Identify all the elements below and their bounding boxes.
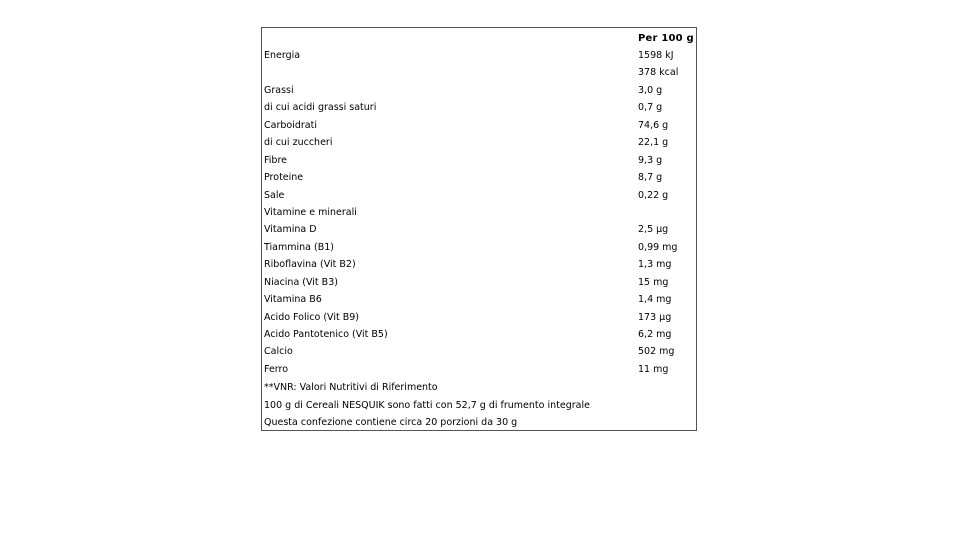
table-row (264, 152, 696, 169)
nutrient-label: Acido Pantotenico (Vit B5) (264, 329, 388, 340)
nutrient-value: 173 µg (638, 311, 672, 323)
table-row (264, 99, 696, 116)
table-row (264, 343, 696, 360)
table-row (264, 274, 696, 291)
footnote-whole-grain: 100 g di Cereali NESQUIK sono fatti con 52,7 g di frumento integrale (264, 399, 590, 411)
table-row (264, 291, 696, 308)
nutrient-label: Carboidrati (264, 119, 317, 131)
nutrient-label: Vitamina B6 (264, 294, 322, 306)
nutrient-label: di cui acidi grassi saturi (264, 102, 377, 114)
nutrient-label: Vitamina D (264, 224, 317, 236)
nutrient-value: 0,99 mg (638, 241, 678, 253)
nutrient-label: Fibre (264, 154, 287, 166)
table-row (264, 117, 696, 134)
nutrition-table (261, 27, 697, 431)
nutrient-label: Riboflavina (Vit B2) (264, 259, 356, 271)
nutrient-value: 3,0 g (638, 84, 663, 96)
footnote-vnr: **VNR: Valori Nutritivi di Riferimento (264, 382, 438, 393)
table-row (264, 47, 696, 64)
nutrient-value: 22,1 g (638, 137, 669, 149)
nutrient-label: di cui zuccheri (264, 137, 333, 149)
nutrient-value: 8,7 g (638, 172, 663, 184)
nutrient-rows (264, 47, 696, 378)
table-row (264, 169, 696, 186)
nutrient-value: 9,3 g (638, 154, 663, 166)
nutrient-label: Sale (264, 189, 285, 201)
nutrient-label: Energia (264, 50, 301, 61)
nutrient-value: 502 mg (638, 346, 675, 358)
nutrient-value: 2,5 µg (638, 224, 669, 236)
footnote-portions: Questa confezione contiene circa 20 porzioni da 30 g (264, 417, 518, 429)
nutrient-value: 1598 kJ (638, 50, 674, 61)
nutrient-label: Calcio (264, 346, 293, 358)
nutrient-label: Ferro (264, 363, 289, 375)
footnotes (264, 379, 696, 432)
nutrient-label: Vitamine e minerali (264, 206, 357, 218)
nutrient-value: 0,22 g (638, 189, 669, 201)
table-row (264, 361, 696, 378)
nutrient-label: Proteine (264, 172, 304, 184)
nutrient-label: Grassi (264, 84, 294, 96)
nutrient-label: Tiammina (B1) (264, 241, 334, 253)
nutrient-value: 11 mg (638, 363, 669, 375)
nutrient-value: 0,7 g (638, 102, 663, 114)
table-row (264, 256, 696, 273)
table-row (264, 309, 696, 326)
table-row (264, 326, 696, 343)
table-row (264, 134, 696, 151)
table-row (264, 82, 696, 99)
nutrient-value: 15 mg (638, 276, 669, 288)
nutrient-value: 1,3 mg (638, 259, 672, 271)
table-row (264, 64, 696, 81)
table-row (264, 204, 696, 221)
nutrient-label: Acido Folico (Vit B9) (264, 311, 359, 323)
table-row (264, 187, 696, 204)
table-row (264, 221, 696, 238)
nutrient-label: Niacina (Vit B3) (264, 276, 338, 288)
column-header-per-100g: Per 100 g (638, 33, 694, 44)
nutrient-value: 74,6 g (638, 119, 669, 131)
nutrient-value: 1,4 mg (638, 294, 672, 306)
table-row (264, 239, 696, 256)
nutrient-value: 6,2 mg (638, 329, 672, 340)
nutrient-value: 378 kcal (638, 67, 679, 79)
